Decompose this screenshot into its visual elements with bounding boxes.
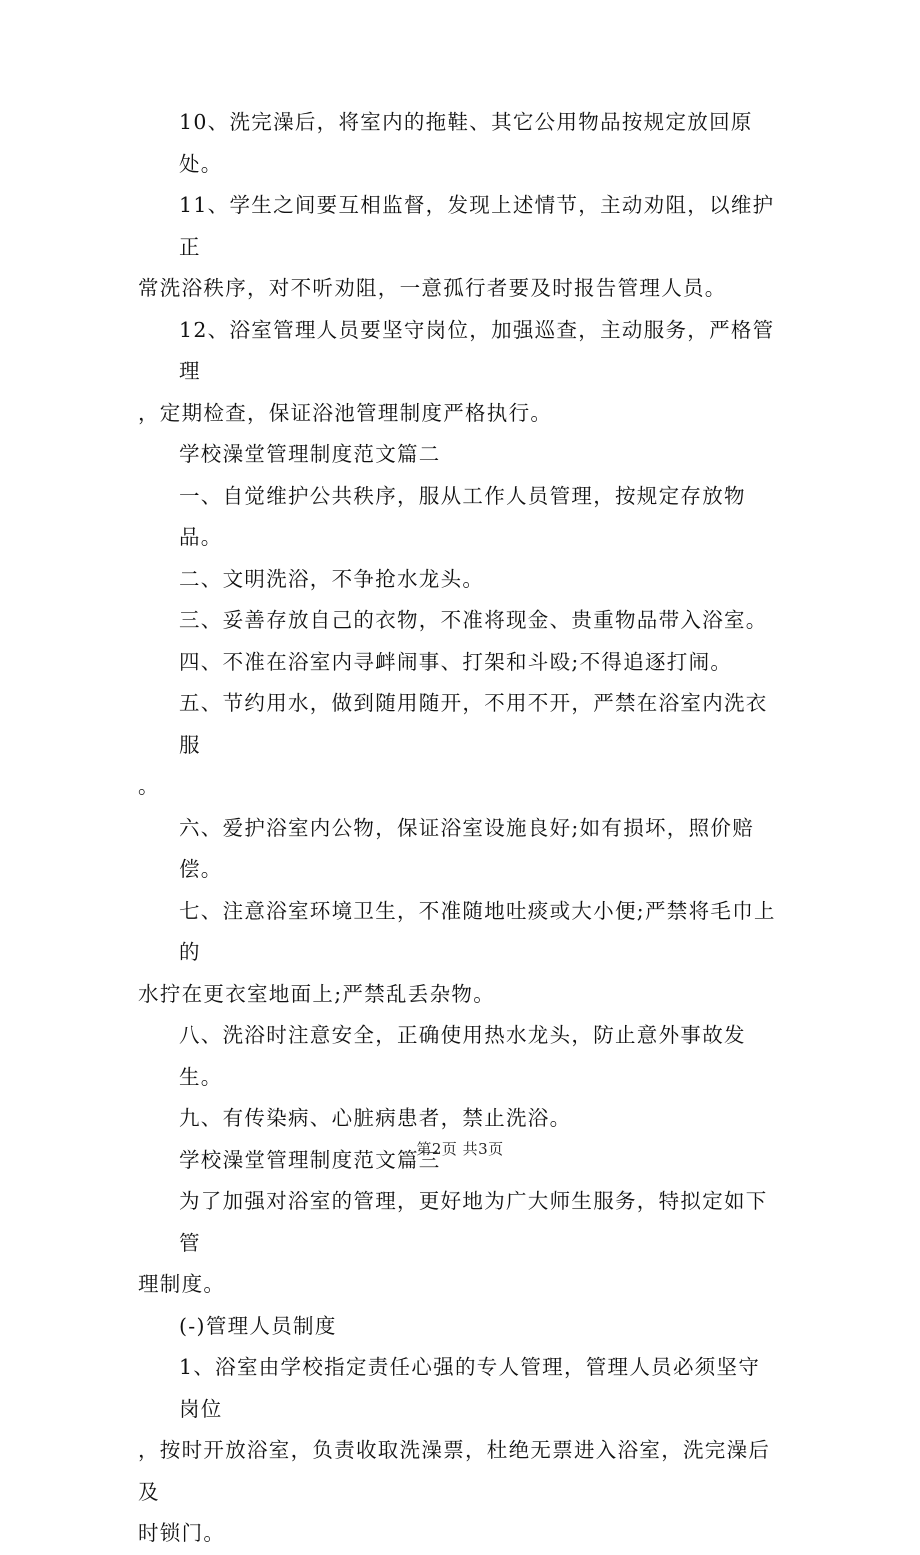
text-line: 三、妥善存放自己的衣物，不准将现金、贵重物品带入浴室。: [179, 608, 768, 632]
text-line: 12、浴室管理人员要坚守岗位，加强巡查，主动服务，严格管理: [179, 317, 775, 383]
text-line: 五、节约用水，做到随用随开，不用不开，严禁在浴室内洗衣服: [179, 691, 768, 757]
text-line: 七、注意浴室环境卫生，不准随地吐痰或大小便;严禁将毛巾上的: [179, 898, 776, 964]
text-line: 九、有传染病、心脏病患者，禁止洗浴。: [179, 1106, 572, 1130]
text-line: 1、浴室由学校指定责任心强的专人管理，管理人员必须坚守岗位: [179, 1355, 761, 1421]
text-line: ，定期检查，保证浴池管理制度严格执行。: [138, 400, 553, 425]
text-line: 。: [138, 774, 160, 798]
text-line: 为了加强对浴室的管理，更好地为广大师生服务，特拟定如下管: [179, 1189, 768, 1255]
text-line: 10、洗完澡后，将室内的拖鞋、其它公用物品按规定放回原处。: [179, 110, 753, 176]
section-heading: 学校澡堂管理制度范文篇三: [179, 1147, 441, 1172]
text-line: 八、洗浴时注意安全，正确使用热水龙头，防止意外事故发生。: [179, 1023, 746, 1089]
text-line: 一、自觉维护公共秩序，服从工作人员管理，按规定存放物品。: [179, 483, 746, 549]
text-line: 六、爱护浴室内公物，保证浴室设施良好;如有损坏，照价赔偿。: [179, 815, 755, 881]
text-line: 时锁门。: [138, 1521, 226, 1545]
subsection-heading: (-)管理人员制度: [179, 1313, 337, 1338]
text-line: ，按时开放浴室，负责收取洗澡票，杜绝无票进入浴室，洗完澡后及: [138, 1438, 771, 1504]
text-line: 二、文明洗浴，不争抢水龙头。: [179, 566, 485, 591]
text-line: 水拧在更衣室地面上;严禁乱丢杂物。: [138, 981, 496, 1006]
section-heading: 学校澡堂管理制度范文篇二: [179, 442, 441, 466]
document-body: [138, 102, 778, 1555]
text-line: 11、学生之间要互相监督，发现上述情节，主动劝阻，以维护正: [179, 193, 775, 259]
text-line: 常洗浴秩序，对不听劝阻，一意孤行者要及时报告管理人员。: [138, 276, 727, 300]
text-line: 理制度。: [138, 1272, 226, 1296]
text-line: 四、不准在浴室内寻衅闹事、打架和斗殴;不得追逐打闹。: [179, 649, 733, 674]
page-number-footer: 第2页 共3页: [416, 1140, 504, 1158]
